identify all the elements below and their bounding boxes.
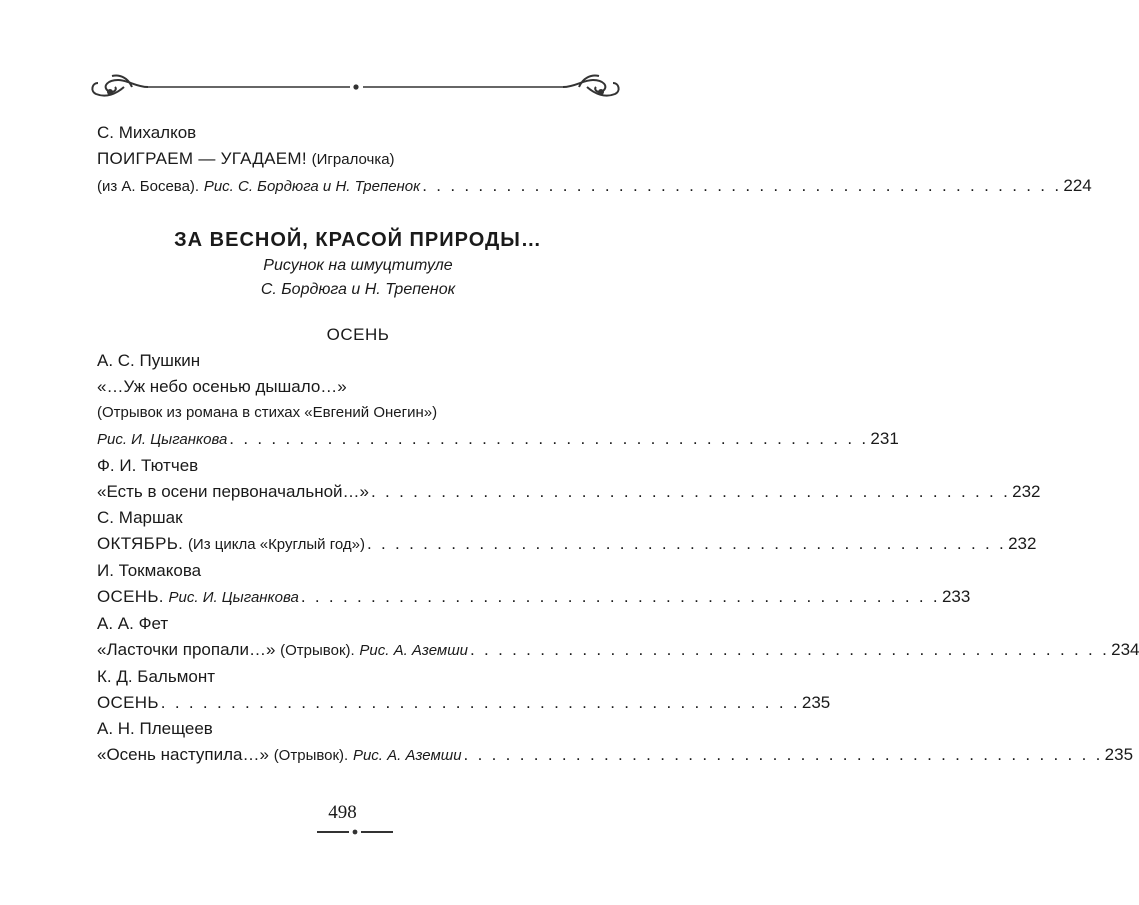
leader-dots: . . . . . . . . . . . . . . . . . . . . . . . . . . . . . . . . . . . . . . . . . . . . . .: [470, 640, 1110, 659]
toc-entry-balmont[interactable]: [97, 664, 831, 716]
entry-title: «Осень наступила…»: [97, 745, 269, 764]
entry-page-line: [97, 173, 1092, 200]
entry-author: С. Михалков: [97, 123, 197, 142]
entry-illustrators: Рис. С. Бордюга и Н. Трепенок: [203, 178, 421, 195]
entry-author: И. Токмакова: [97, 561, 202, 580]
entry-author: А. А. Фет: [97, 614, 169, 633]
toc-entry-tyutchev[interactable]: [97, 453, 1041, 505]
entry-author: А. Н. Плещеев: [97, 719, 213, 738]
entry-title: «Ласточки пропали…»: [97, 640, 276, 659]
entry-page-number: 233: [941, 587, 971, 606]
entry-title-line: [97, 146, 619, 173]
entry-source-note: (из А. Босева).: [97, 178, 200, 195]
entry-page-number: 231: [870, 429, 899, 448]
entry-author: А. С. Пушкин: [97, 351, 201, 370]
entry-page-line: [97, 584, 971, 611]
leader-dots: . . . . . . . . . . . . . . . . . . . . . . . . . . . . . . . . . . . . . . . . . . . . . .: [366, 534, 1007, 553]
entry-page-line: [97, 690, 831, 716]
entry-title-note: (Отрывок).: [280, 642, 355, 659]
entry-title-note: (Игралочка): [311, 151, 395, 168]
leader-dots: . . . . . . . . . . . . . . . . . . . . . . . . . . . . . . . . . . . . . . . . . . . . . .: [463, 745, 1103, 764]
entry-source-note: (Отрывок из романа в стихах «Евгений Онегин»): [97, 404, 438, 421]
entry-page-number: 234: [1111, 640, 1139, 659]
entry-page-number: 224: [1063, 176, 1092, 195]
toc-entry-pleshcheev[interactable]: [97, 716, 1134, 769]
entry-title: ОСЕНЬ.: [97, 587, 164, 606]
leader-dots: . . . . . . . . . . . . . . . . . . . . . . . . . . . . . . . . . . . . . . . . . . . . . .: [422, 176, 1062, 195]
leader-dots: . . . . . . . . . . . . . . . . . . . . . . . . . . . . . . . . . . . . . . . . . . . . . .: [160, 693, 800, 712]
toc-entry-fet[interactable]: [97, 611, 1139, 664]
page-number: 498: [328, 802, 357, 823]
leader-dots: . . . . . . . . . . . . . . . . . . . . . . . . . . . . . . . . . . . . . . . . . . . . . .: [371, 482, 1011, 501]
leader-dots: . . . . . . . . . . . . . . . . . . . . . . . . . . . . . . . . . . . . . . . . . . . . . .: [300, 587, 940, 606]
entry-title: ОСЕНЬ: [97, 693, 159, 712]
entry-page-number: 235: [801, 693, 831, 712]
entry-title: «Есть в осени первоначальной…»: [97, 482, 369, 501]
entry-title: ОКТЯБРЬ.: [97, 534, 184, 553]
entry-page-number: 235: [1104, 745, 1134, 764]
entry-page-number: 232: [1008, 534, 1037, 553]
section-subtitle-1: Рисунок на шмуцтитуле: [263, 257, 453, 274]
subsection-heading: ОСЕНЬ: [326, 325, 390, 344]
entry-author: К. Д. Бальмонт: [97, 667, 216, 686]
toc-entry-tokmakova[interactable]: [97, 558, 971, 611]
entry-page-number: 232: [1012, 482, 1041, 501]
toc-entry-pushkin[interactable]: [97, 348, 899, 453]
entry-page-line: [97, 426, 899, 453]
header-ornament: [88, 70, 623, 104]
entry-illustrator: Рис. А. Аземши: [352, 747, 462, 764]
toc-entry-marshak[interactable]: [97, 505, 1037, 558]
entry-illustrator: Рис. А. Аземши: [359, 642, 468, 659]
toc-entry-mikhalkov[interactable]: [97, 120, 1092, 200]
entry-title-note: (Отрывок).: [273, 747, 349, 764]
table-of-contents: [97, 120, 1139, 769]
entry-author: Ф. И. Тютчев: [97, 456, 199, 475]
entry-illustrator: Рис. И. Цыганкова: [168, 589, 299, 606]
section-title: ЗА ВЕСНОЙ, КРАСОЙ ПРИРОДЫ…: [174, 229, 542, 251]
entry-page-line: [97, 742, 1134, 769]
entry-title-note: (Из цикла «Круглый год»): [187, 536, 365, 553]
entry-page-line: [97, 479, 1041, 505]
entry-author: С. Маршак: [97, 508, 183, 527]
entry-title: ПОИГРАЕМ — УГАДАЕМ!: [97, 149, 307, 168]
entry-title: «…Уж небо осенью дышало…»: [97, 377, 347, 396]
section-subtitle-2: С. Бордюга и Н. Трепенок: [260, 281, 456, 298]
entry-illustrator: Рис. И. Цыганкова: [97, 431, 228, 448]
leader-dots: . . . . . . . . . . . . . . . . . . . . . . . . . . . . . . . . . . . . . . . . . . . . . .: [229, 429, 869, 448]
entry-page-line: [97, 531, 1037, 558]
entry-page-line: [97, 637, 1139, 664]
footer-ornament: [315, 826, 395, 838]
